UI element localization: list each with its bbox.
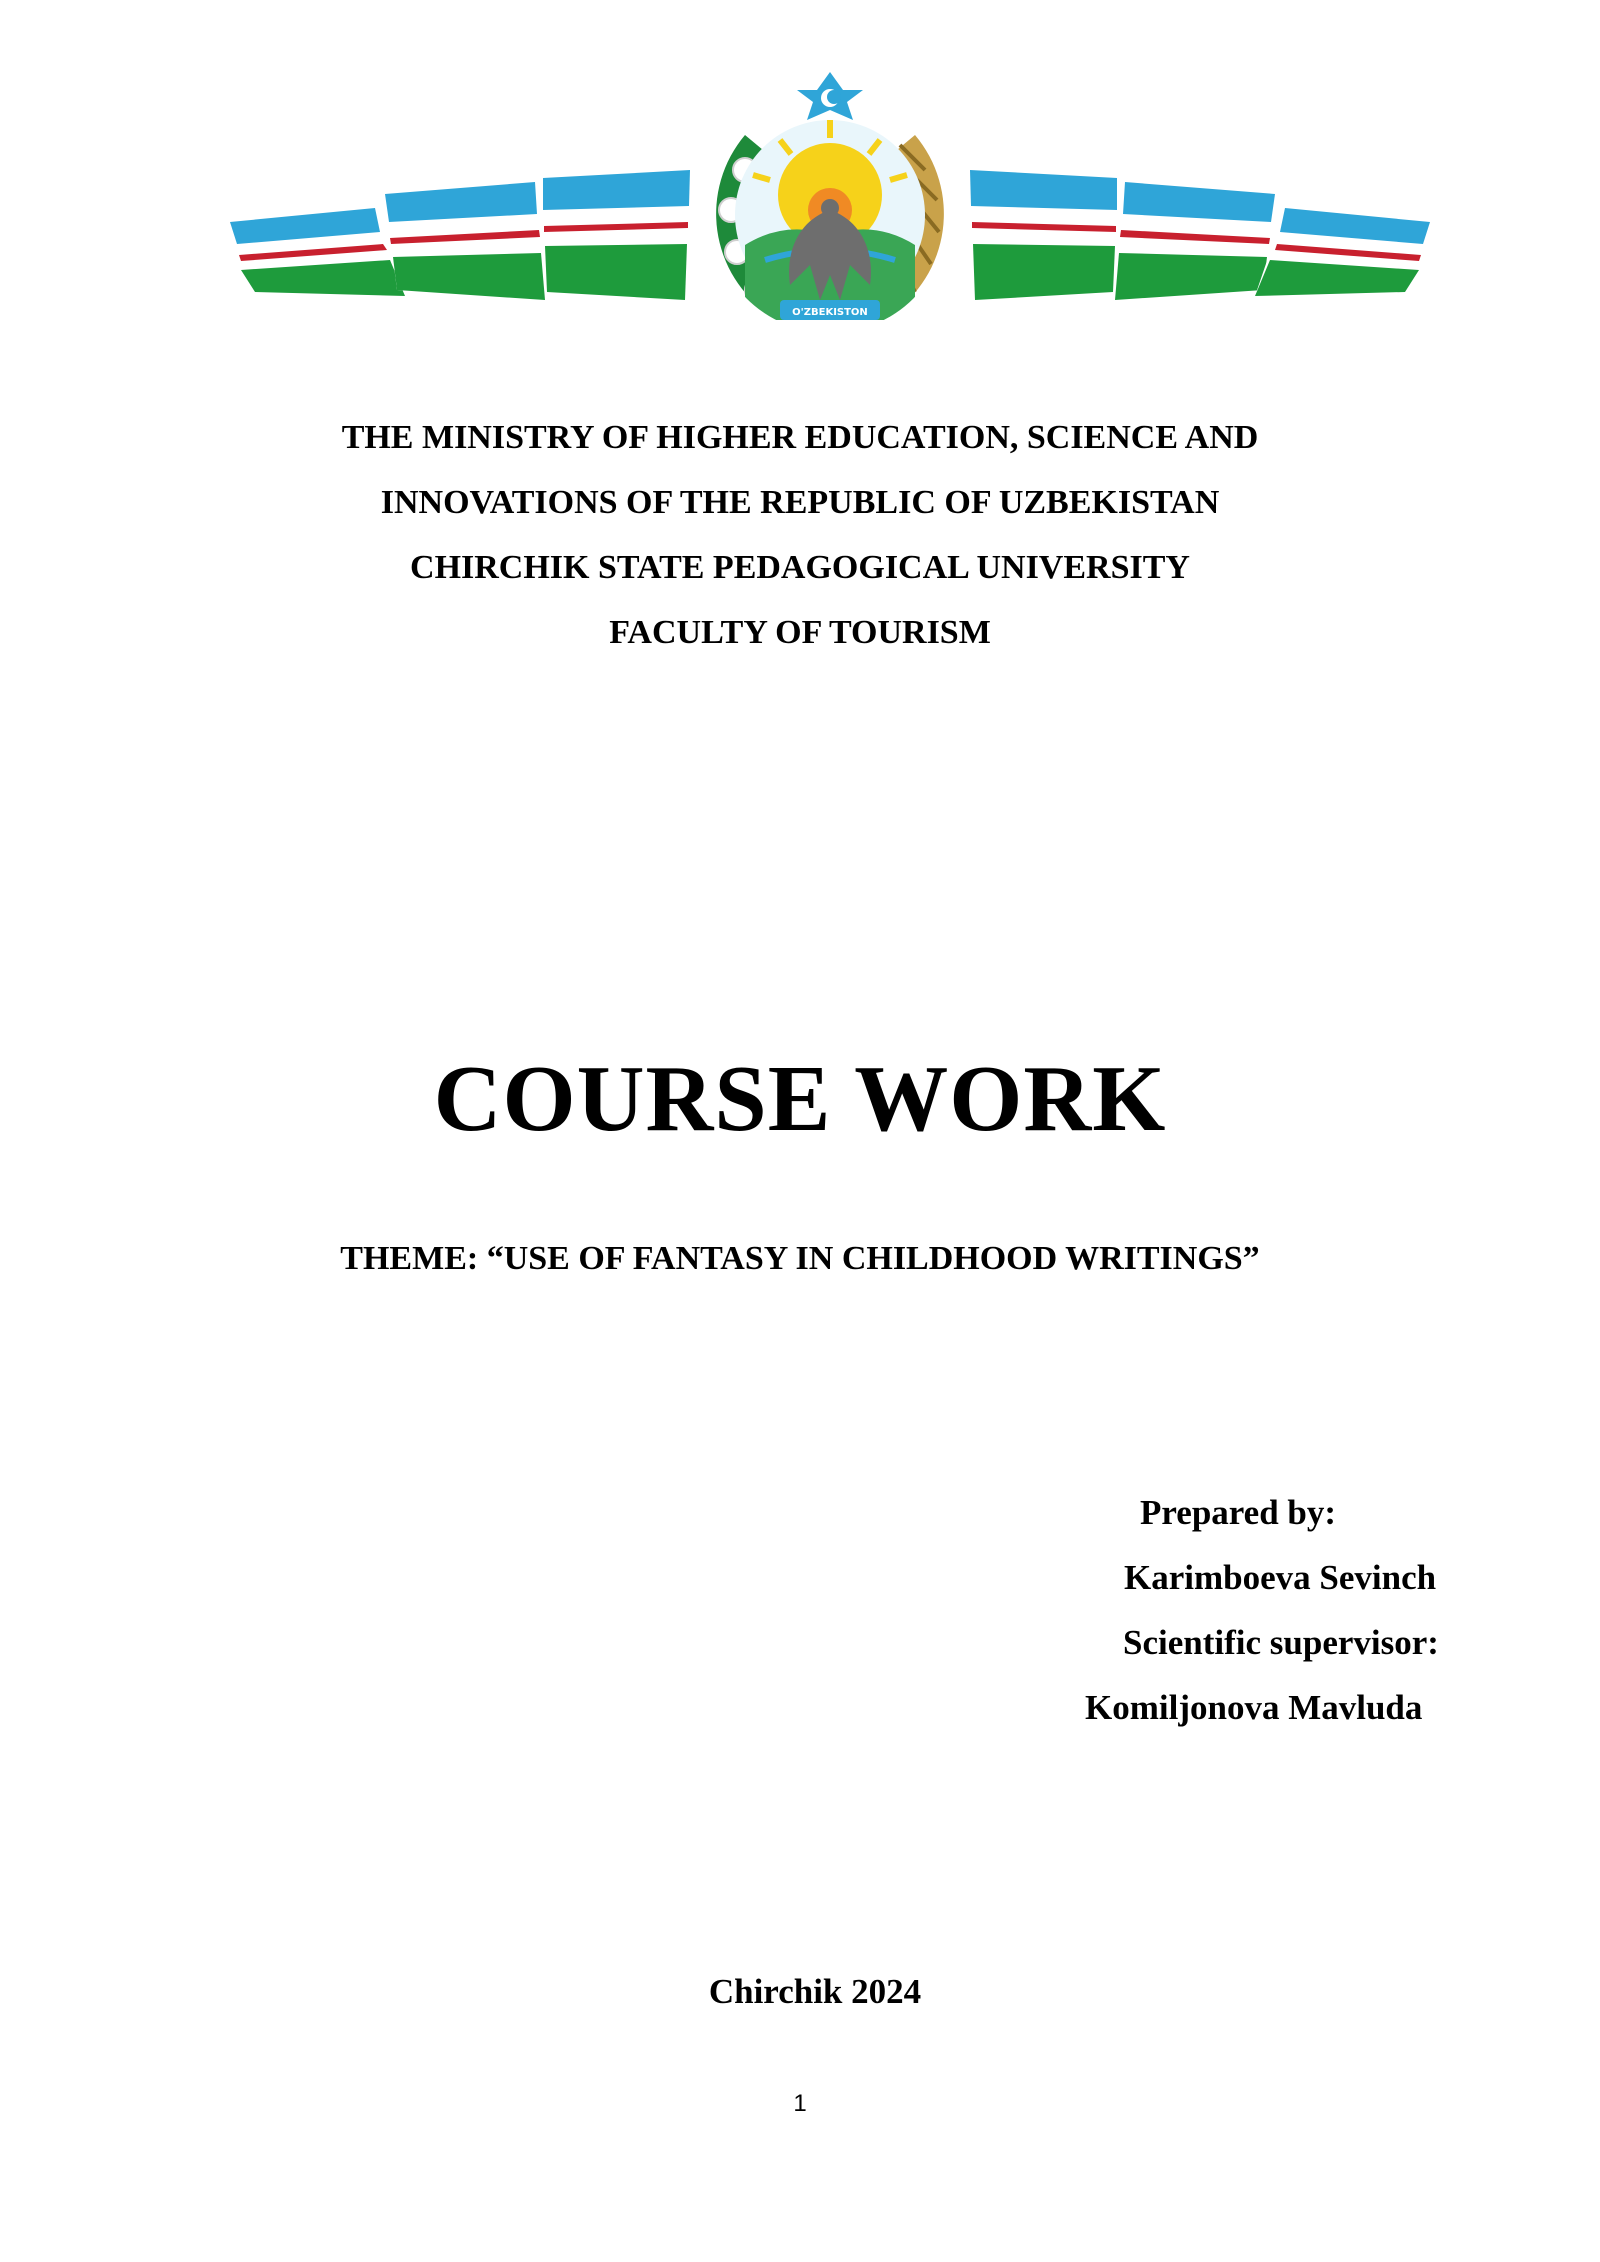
document-title: COURSE WORK (433, 1047, 1167, 1151)
city-year: Chirchik 2024 (708, 1972, 922, 2011)
supervisor-name: Komiljonova Mavluda (1085, 1688, 1423, 1727)
header-line-ministry: THE MINISTRY OF HIGHER EDUCATION, SCIENCE AND (341, 419, 1259, 456)
prepared-by-label: Prepared by: (1140, 1493, 1337, 1532)
emblem-ribbon-text: O'ZBEKISTON (792, 307, 868, 318)
header-line-innovations: INNOVATIONS OF THE REPUBLIC OF UZBEKISTAN (380, 484, 1220, 521)
institution-header (0, 405, 1600, 665)
flag-ribbon-left (230, 170, 690, 300)
author-name: Karimboeva Sevinch (1124, 1558, 1437, 1597)
supervisor-label: Scientific supervisor: (1123, 1623, 1439, 1662)
author-block (1080, 1480, 1439, 1740)
flag-ribbon-right (970, 170, 1430, 300)
header-line-faculty: FACULTY OF TOURISM (609, 614, 991, 651)
page-number: 1 (793, 2090, 807, 2117)
emblem-icon (708, 72, 952, 337)
header-line-university: CHIRCHIK STATE PEDAGOGICAL UNIVERSITY (410, 549, 1190, 586)
state-emblem-banner (225, 60, 1435, 340)
document-theme: THEME: “USE OF FANTASY IN CHILDHOOD WRITINGS” (340, 1240, 1260, 1277)
